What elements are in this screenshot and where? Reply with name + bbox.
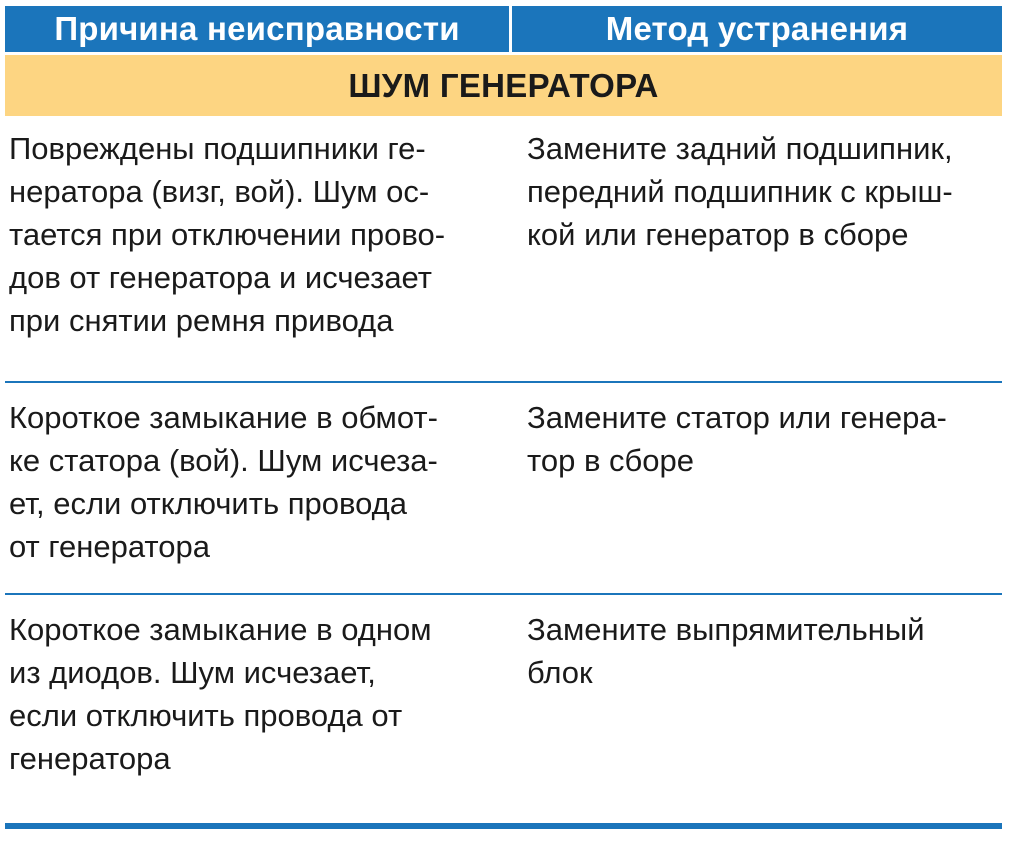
table-header: [5, 6, 1002, 55]
header-cause: Причина неисправности: [5, 6, 512, 52]
section-title: ШУМ ГЕНЕРАТОРА: [5, 55, 1002, 116]
table-row: [5, 595, 1002, 829]
table-row: [5, 383, 1002, 595]
cause-cell: Короткое замыкание в обмот- ке статора (вой). Шум исчеза- ет, если отключить провода от генератора: [9, 400, 438, 564]
troubleshooting-table: [5, 6, 1002, 829]
table-row: [5, 116, 1002, 383]
fix-cell: Замените статор или генера- тор в сборе: [527, 400, 947, 478]
table-body: [5, 116, 1002, 829]
fix-cell: Замените задний подшипник, передний подшипник с крыш- кой или генератор в сборе: [527, 131, 953, 252]
cause-cell: Короткое замыкание в одном из диодов. Шум исчезает, если отключить провода от генератора: [9, 612, 432, 776]
header-fix: Метод устранения: [605, 10, 909, 47]
fix-cell: Замените выпрямительный блок: [527, 612, 925, 690]
cause-cell: Повреждены подшипники ге- нератора (визг, вой). Шум ос- тается при отключении прово- дов от генератора и исчезает при снятии ремня привода: [9, 131, 446, 338]
